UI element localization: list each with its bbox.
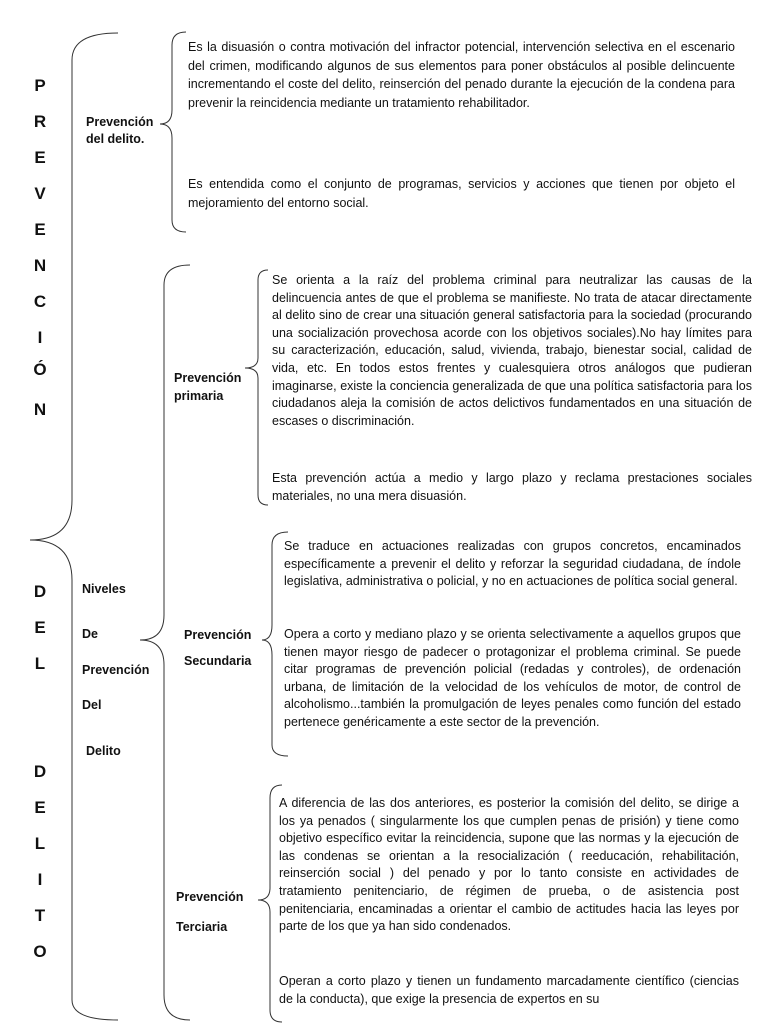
- label-line: Prevención: [86, 115, 154, 129]
- letter: I: [37, 870, 43, 889]
- bracket-prevencion-delito: [160, 32, 186, 232]
- levels-word: Niveles: [82, 582, 126, 596]
- label-line: Prevención: [176, 890, 244, 904]
- label-line: Terciaria: [176, 920, 228, 934]
- prevencion-delito-p1: Es la disuasión o contra motivación del infractor potencial, intervención selectiva en el escenario del crimen, modificando algunos de sus elementos para poner obstáculos al posible delincuente incrementando el coste del delito, reinserción del penado durante la ejecución de la condena para prevenir la reincidencia mediante un tratamiento rehabilitador.: [188, 40, 735, 110]
- levels-word: De: [82, 627, 98, 641]
- letter: E: [34, 618, 46, 637]
- prevencion-delito-p2: Es entendida como el conjunto de programas, servicios y acciones que tienen por objeto el mejoramiento del entorno social.: [188, 177, 735, 210]
- letter: E: [34, 220, 46, 239]
- letter: E: [34, 798, 46, 817]
- letter: N: [33, 256, 47, 275]
- letter: L: [34, 654, 46, 673]
- label-line: Prevención: [174, 371, 242, 385]
- levels-word: Prevención: [82, 663, 150, 677]
- secundaria-p2: Opera a corto y mediano plazo y se orienta selectivamente a aquellos grupos que tienen mayor riesgo de padecer o protagonizar el problema criminal. Se puede citar programas de prevención policial (redadas y controles), de ordenación urbana, de limitación de la velocidad de los vehículos de motor, de control de alcoholismo...también la promulgación de leyes penales como función del estado pertenece genéricamente a este sector de la prevención.: [284, 627, 741, 729]
- letter: I: [37, 328, 43, 347]
- terciaria-p1: A diferencia de las dos anteriores, es posterior la comisión del delito, se dirige a los ya penados ( singularmente los que cumplen penas de prisión) y tiene como objetivo específico evitar la reincidencia, supone que las normas y la ejecución de las condenas se orientan a la resocialización ( reeducación, rehabilitación, reinserción social ) del penado y por lo tanto consiste en actividades de tratamiento penitenciario, de régimen de prueba, o de asistencia post penitenciaria, encaminadas a orientar el cambio de actitudes hacia las leyes por parte de los que ya han sido condenados.: [279, 796, 739, 934]
- letter: N: [33, 400, 47, 419]
- letter: R: [33, 112, 47, 131]
- label-line: Prevención: [184, 628, 252, 642]
- label-prevencion-delito: [86, 114, 153, 148]
- label-secundaria: [184, 622, 251, 674]
- primaria-p2: Esta prevención actúa a medio y largo plazo y reclama prestaciones sociales materiales, no una mera disuasión.: [272, 471, 752, 503]
- primaria-p1: Se orienta a la raíz del problema criminal para neutralizar las causas de la delincuencia antes de que el problema se manifieste. No trata de atacar directamente al delito sino de crear una situación general satisfactoria para la sociedad (procurando una socialización provechosa acorde con los objetivos sociales).No hay límites para su caracterización, educación, salud, vivienda, trabajo, bienestar social, calidad de vida, etc. En todos estos frentes y cualesquiera otros análogos que pudieran imaginarse, existe la conciencia generalizada de que una política satisfactoria para los ciudadanos aleja la comisión de actos delictivos fundamentados en una situación de escases o discriminación.: [272, 273, 752, 428]
- letter: T: [34, 906, 46, 925]
- letter: C: [33, 292, 47, 311]
- letter: L: [34, 834, 46, 853]
- secundaria-p1: Se traduce en actuaciones realizadas con grupos concretos, encaminados específicamente a prevenir el delito y reforzar la seguridad ciudadana, de índole legislativa, administrativa o policial, y no en actuaciones de política social general.: [284, 539, 741, 589]
- letter: O: [33, 942, 47, 961]
- label-line: del delito.: [86, 132, 145, 146]
- bracket-primaria: [245, 270, 268, 505]
- letter: Ó: [33, 360, 47, 379]
- levels-word: Delito: [86, 744, 121, 758]
- label-primaria: [174, 369, 241, 405]
- letter: D: [33, 762, 47, 781]
- label-line: Secundaria: [184, 654, 252, 668]
- letter: V: [34, 184, 46, 203]
- letter: P: [34, 76, 46, 95]
- letter: D: [33, 582, 47, 601]
- label-terciaria: [176, 882, 243, 942]
- label-line: primaria: [174, 389, 224, 403]
- terciaria-p2: Operan a corto plazo y tienen un fundamento marcadamente científico (ciencias de la conducta), que exige la presencia de expertos en su: [279, 974, 739, 1006]
- levels-word: Del: [82, 698, 102, 712]
- letter: E: [34, 148, 46, 167]
